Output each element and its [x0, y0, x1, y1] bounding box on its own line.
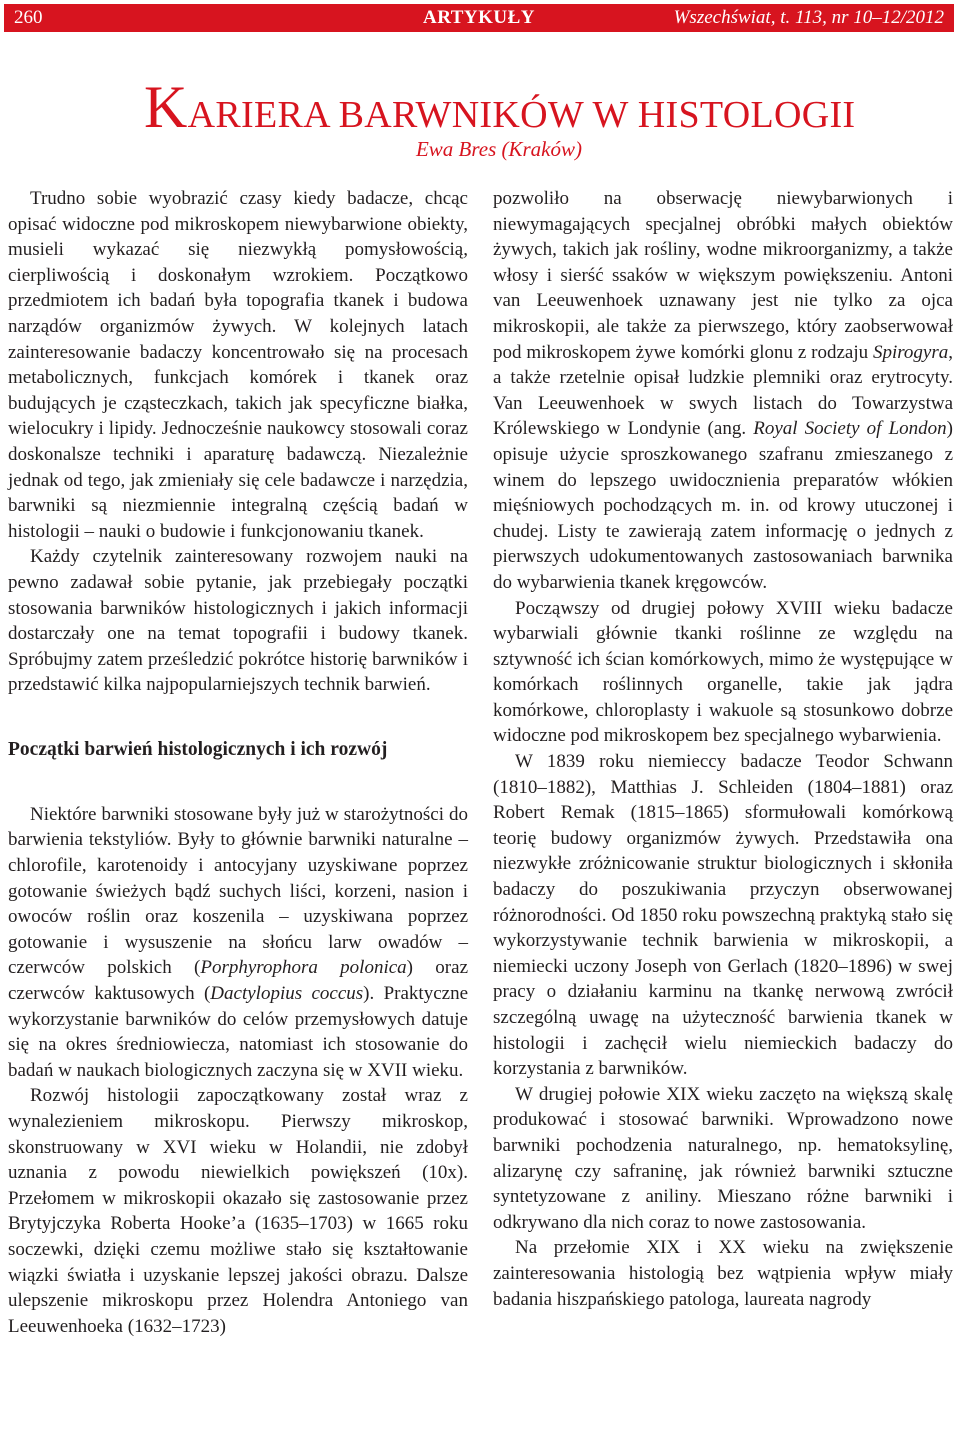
species-name: Dactylopius coccus — [210, 983, 364, 1005]
paragraph: Począwszy od drugiej połowy XVIII wieku badacze wybarwiali głównie tkanki roślinne ze względu na sztywność ich ścian komórkowych, mimo że występujące w komórkach roślinnych organelle, takie jak jądra komórkowe, chloroplasty i wakuole są stosunkowo dobrze widoczne pod mikroskopem bez specjalnego wybarwienia. — [493, 597, 953, 747]
paragraph: W 1839 roku niemieccy badacze Teodor Schwann (1810–1882), Matthias J. Schleiden (1804–1881) oraz Robert Remak (1815–1865) sformułowali komórkową teorię budowy organizmów żywych. Przedstawiła ona niezwykłe zróżnicowanie struktur biologicznych i skłoniła badaczy do poszukiwania przyczyn obserwowanej różnorodności. Od 1850 roku powszechną praktyką stało się wykorzystywanie technik barwienia w mikroskopii, a niemiecki uczony Joseph von Gerlach (1820–1896) w swej pracy o działaniu karminu na tkankę nerwową zwrócił szczególną uwagę na użyteczność barwienia tkanek w histologii i zachęcił wielu niemieckich badaczy do korzystania z barwników. — [493, 751, 953, 1080]
paragraph: pozwoliło na obserwację niewybarwionych i niewymagających specjalnej obróbki małych obiektów żywych, takich jak rośliny, wodne mikroorganizmy, a także włosy i sierść ssaków w większym powiększeniu. Antoni van Leeuwenhoek uznawany jest nie tylko za ojca mikroskopii, ale także za pierwszego, który zaobserwował pod mikroskopem żywe komórki glonu z rodzaju Spirogyra, a także rzetelnie opisał ludzkie plemniki oraz erytrocyty. Van Leeuwenhoek w swych listach do Towarzystwa Królewskiego w Londynie (ang. Royal Society of London) opisuje użycie sproszkowanego szafranu zmieszanego z winem do lepszego uwidocznienia preparatów włókien mięśniowych pochodzących m. in. od krowy utuczonej i chudej. Listy te zawierają zatem informację o jednych z pierwszych udokumentowanych zastosowaniach barwnika do wybarwienia tkanek kręgowców. — [493, 188, 953, 593]
journal-citation: Wszechświat, t. 113, nr 10–12/2012 — [673, 7, 944, 28]
page-number: 260 — [14, 7, 43, 28]
paragraph: Każdy czytelnik zainteresowany rozwojem nauki na pewno zadawał sobie pytanie, jak przebiegały początki stosowania barwników histologicznych i jakich informacji dostarczały one na temat topografii i budowy tkanek. Spróbujmy zatem prześledzić pokrótce historię barwników i przedstawić kilka najpopularniejszych technik barwień. — [8, 546, 468, 696]
paragraph: Trudno sobie wyobrazić czasy kiedy badacze, chcąc opisać widoczne pod mikroskopem niewybarwione obiekty, musieli wykazać się niezwykłą pomysłowością, cierpliwością i doskonałym wzrokiem. Początkowo przedmiotem ich badań była topografia tkanek i budowa narządów organizmów żywych. W kolejnych latach zainteresowanie badaczy koncentrowało się na procesach metabolicznych, funkcjach komórek i tkanek oraz budujących je cząsteczkach, takich jak specyficzne białka, wielocukry i lipidy. Jednocześnie naukowcy stosowali coraz doskonalsze techniki i aparaturę badawczą. Niezależnie jednak od tego, jak zmieniały się cele badawcze i narzędzia, barwniki są niezmiennie integralną częścią badań w histologii – nauki o budowie i funkcjonowaniu tkanek. — [8, 188, 468, 542]
title-rest: ARIERA BARWNIKÓW W HISTOLOGII — [187, 94, 856, 137]
paragraph: Na przełomie XIX i XX wieku na zwiększenie zainteresowania histologią bez wątpienia wpływ miały badania hiszpańskiego patologa, laureata nagrody — [493, 1237, 953, 1310]
paragraph: Rozwój histologii zapoczątkowany został wraz z wynalezieniem mikroskopu. Pierwszy mikroskop, skonstruowany w XVI wieku w Holandii, nie zdobył uznania z powodu niewielkich powiększeń (10x). Przełomem w mikroskopii okazało się zastosowanie przez Brytyjczyka Roberta Hooke’a (1635–1703) w 1665 roku soczewki, dzięki czemu możliwe stało się kształtowanie wiązki światła i uzyskanie lepszej jakości obrazu. Dalsze ulepszenie mikroskopu przez Holendra Antoniego van Leeuwenhoeka (1632–1723) — [8, 1085, 468, 1337]
section-heading: Początki barwień histologicznych i ich rozwój — [8, 738, 388, 760]
paragraph: Niektóre barwniki stosowane były już w starożytności do barwienia tekstyliów. Były to głównie barwniki naturalne – chlorofile, karotenoidy i antocyjany uzyskiwane poprzez gotowanie świeżych bądź suchych liści, korzeni, nasion i owoców roślin oraz koszenila – uzyskiwana poprzez gotowanie i wysuszenie na słońcu larw owadów – czerwców polskich (Porphyrophora polonica) oraz czerwców kaktusowych (Dactylopius coccus). Praktyczne wykorzystanie barwników do celów przemysłowych datuje się na okres średniowiecza, natomiast ich stosowanie do badań w naukach biologicznych zaczyna się w XVII wieku. — [8, 803, 469, 1081]
paragraph: W drugiej połowie XIX wieku zaczęto na większą skalę produkować i stosować barwniki. Wprowadzono nowe barwniki pochodzenia naturalnego, np. hematoksylinę, alizarynę czy safraninę, jak również barwniki sztuczne syntetyzowane z aniliny. Mieszano różne barwniki i odkrywano dla nich coraz to nowe zastosowania. — [493, 1083, 953, 1233]
article-author: Ewa Bres (Kraków) — [415, 137, 582, 161]
article-title — [144, 74, 904, 141]
page-header — [4, 4, 954, 32]
society-name: Royal Society of London — [753, 418, 947, 440]
right-column — [493, 186, 953, 1312]
title-initial: K — [144, 74, 188, 141]
section-label: ARTYKUŁY — [422, 7, 536, 28]
genus-name: Spirogyra — [872, 341, 949, 363]
left-column — [8, 186, 468, 1339]
species-name: Porphyrophora polonica — [200, 957, 407, 979]
